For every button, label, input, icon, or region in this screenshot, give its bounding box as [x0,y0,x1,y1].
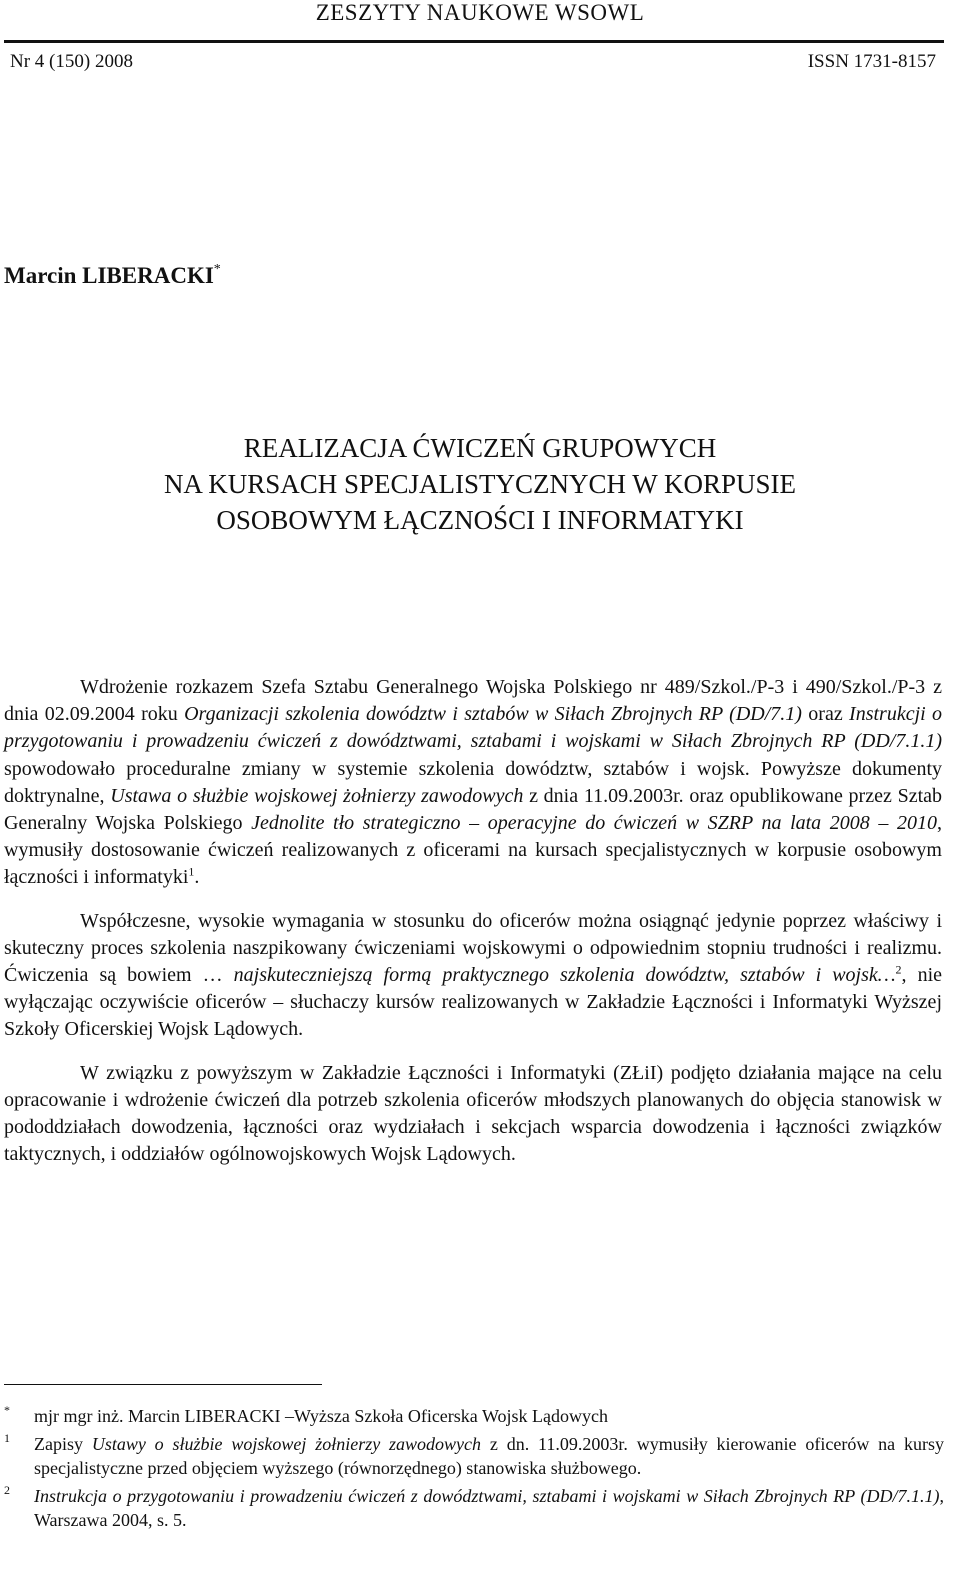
paragraph-2 [4,908,942,1044]
paragraph-3 [4,1060,942,1169]
text-run: W związku z powyższym w Zakładzie Łączności i Informatyki (ZŁiI) podjęto działania mające na celu opracowanie i wdrożenie ćwiczeń dla potrzeb szkolenia oficerów młodszych planowanych do objęcia stanowisk w pododdziałach dowodzenia, łączności oraz wydziałach i sekcjach wsparcia dowodzenia i łączności związków taktycznych, i oddziałów ogólnowojskowych Wojsk Lądowych. [4,1061,942,1166]
footnote-author [4,1404,944,1428]
title-line-1: REALIZACJA ĆWICZEŃ GRUPOWYCH [243,433,717,463]
issn: ISSN 1731-8157 [807,51,936,72]
text-run: oraz [801,703,850,726]
issue-number: Nr 4 (150) 2008 [10,51,133,72]
italic-run: Organizacji szkolenia dowództw i sztabów w Siłach Zbrojnych RP (DD/7.1) [184,703,802,726]
footnote-mark: * [4,1403,10,1417]
italic-run: najskuteczniejszą formą praktycznego szkolenia dowództw, sztabów i wojsk… [233,964,896,987]
footnote-italic: Instrukcja o przygotowaniu i prowadzeniu ćwiczeń z dowództwami, sztabami i wojskami w Siłach Zbrojnych RP (DD/7.1.1) [34,1486,940,1506]
footnote-text: Zapisy [34,1434,92,1454]
journal-name: ZESZYTY NAUKOWE WSOWL [315,0,645,25]
title-line-2: NA KURSACH SPECJALISTYCZNYCH W KORPUSIE [163,469,797,499]
footnote-2 [4,1484,944,1532]
text-run: Współczesne, wysokie wymagania w stosunku do oficerów można osiągnąć jedynie poprzez właściwy i skuteczny proces szkolenia naszpikowany ćwiczeniami wojskowymi o odpowiednim stopniu trudności i realizmu. Ćwiczenia są bowiem … [4,909,942,987]
footnote-text: , Warszawa 2004, s. 5. [34,1486,944,1530]
text-run: , nie wyłączając oczywiście oficerów – słuchaczy kursów realizowanych w Zakładzie Łączności i Informatyki Wyższej Szkoły Oficerskiej Wojsk Lądowych. [4,964,943,1041]
footnote-mark: 2 [4,1483,10,1497]
author-name: Marcin LIBERACKI [4,263,214,288]
italic-run: Ustawa o służbie wojskowej żołnierzy zawodowych [110,784,524,807]
footnote-mark: 1 [4,1431,10,1445]
body-text [4,674,942,1168]
paragraph-1 [4,674,942,892]
italic-run: Jednolite tło strategiczno – operacyjne do ćwiczeń w SZRP na lata 2008 – 2010 [251,812,937,835]
footnote-text: mjr mgr inż. Marcin LIBERACKI –Wyższa Szkoła Oficerska Wojsk Lądowych [34,1406,608,1426]
text-run: , wymusiły dostosowanie ćwiczeń realizowanych z oficerami na kursach specjalistycznych w korpusie osobowym łączności i informatyki [4,812,942,889]
header-rule [4,40,944,43]
footnote-1 [4,1432,944,1480]
footnote-rule [4,1384,322,1385]
footnotes [4,1404,944,1536]
italic-run: Instrukcji o przygotowaniu i prowadzeniu ćwiczeń z dowództwami, sztabami i wojskami w Siłach Zbrojnych RP (DD/7.1.1) [4,703,943,753]
text-run: . [194,866,200,889]
title-line-3: OSOBOWYM ŁĄCZNOŚCI I INFORMATYKI [216,505,744,535]
author-footnote-mark: * [213,262,221,277]
footnote-italic: Ustawy o służbie wojskowej żołnierzy zawodowych [91,1434,482,1454]
footnote-ref-1[interactable]: 1 [188,864,195,879]
text-run: z dnia 11.09.2003r. oraz opublikowane przez Sztab Generalny Wojska Polskiego [4,784,942,835]
paper-title [0,430,960,538]
text-run: spowodowało proceduralne zmiany w systemie szkolenia dowództw, sztabów i wojsk. Powyższe dokumenty doktrynalne, [4,757,942,807]
footnote-text: z dn. 11.09.2003r. wymusiły kierowanie oficerów na kursy specjalistyczne przed objęciem wyższego (równorzędnego) stanowiska służbowego. [34,1434,944,1478]
author [4,262,221,290]
footnote-ref-2[interactable]: 2 [895,962,902,977]
text-run: Wdrożenie rozkazem Szefa Sztabu Generalnego Wojska Polskiego nr 489/Szkol./P-3 i 490/Szkol./P-3 z dnia 02.09.2004 roku [4,676,942,726]
